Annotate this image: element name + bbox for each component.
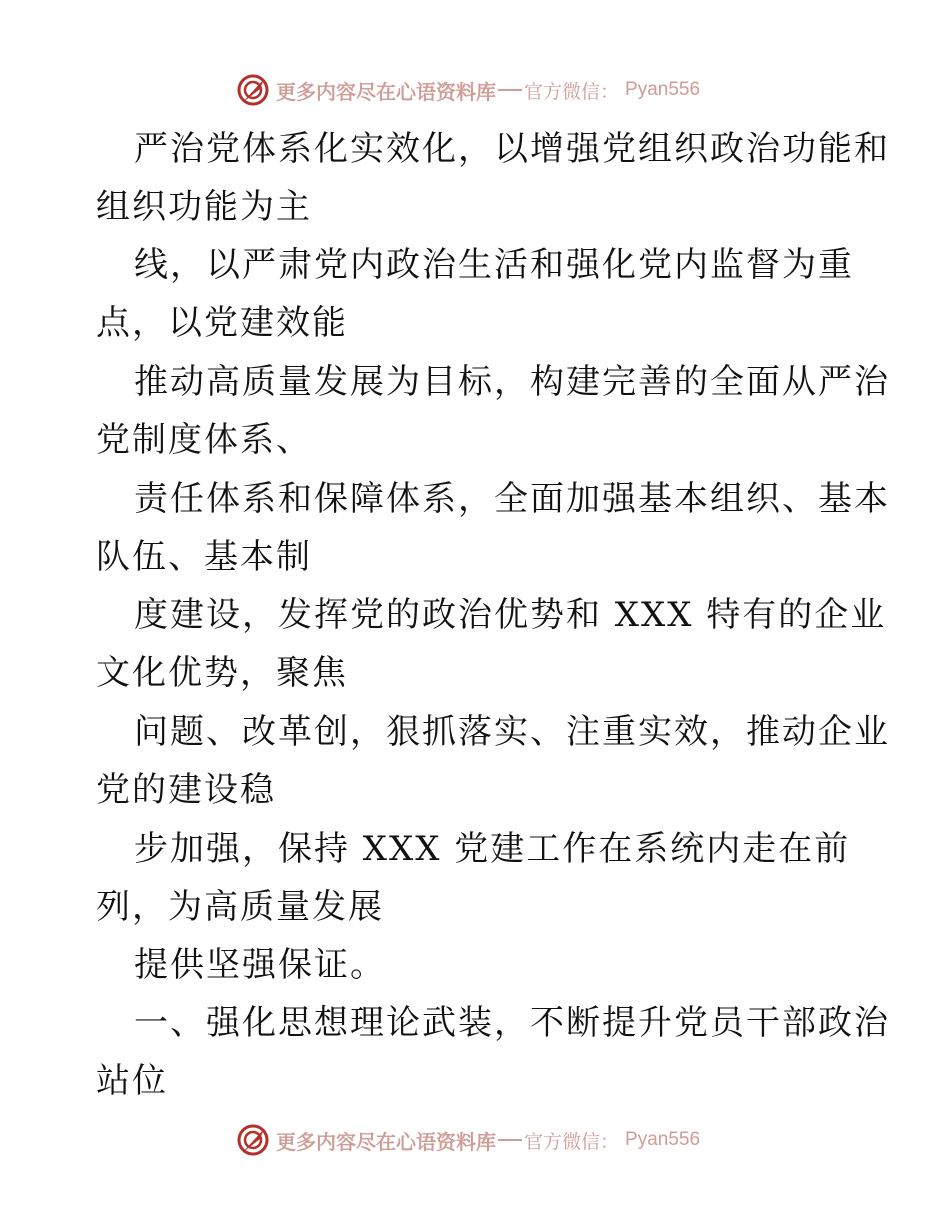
header-wechat-id: Pyan556 [625, 79, 701, 100]
footer-wechat-label: 官方微信： [524, 1130, 620, 1153]
footer-dash [498, 1139, 522, 1141]
paragraph-4-line-1: 责任体系和保障体系，全面加强基本组织、基本 [134, 479, 890, 519]
paragraph-2-line-1: 线，以严肃党内政治生活和强化党内监督为重 [134, 245, 854, 285]
paragraph-4-line-2: 队伍、基本制 [96, 537, 312, 577]
heading-section-1-line-2: 站位 [96, 1061, 168, 1101]
header-dash [498, 89, 522, 91]
paragraph-1-line-1: 严治党体系化实效化，以增强党组织政治功能和 [134, 129, 890, 169]
paragraph-7-line-2: 列，为高质量发展 [96, 887, 384, 927]
paragraph-3-line-2: 党制度体系、 [96, 420, 312, 460]
paragraph-5-line-2: 文化优势，聚焦 [96, 653, 348, 693]
paragraph-2-line-2: 点，以党建效能 [96, 303, 348, 343]
header-watermark [236, 72, 700, 108]
footer-wechat-id: Pyan556 [625, 1129, 701, 1150]
paragraph-7-line-1: 步加强，保持 XXX 党建工作在系统内走在前 [134, 829, 851, 869]
paragraph-6-line-2: 党的建设稳 [96, 770, 276, 810]
paragraph-5-line-1: 度建设，发挥党的政治优势和 XXX 特有的企业 [134, 595, 887, 635]
paragraph-3-line-1: 推动高质量发展为目标，构建完善的全面从严治 [134, 362, 890, 402]
paragraph-8-line-1: 提供坚强保证。 [134, 945, 386, 985]
quill-logo-icon [236, 1123, 270, 1157]
header-wechat-label: 官方微信： [524, 80, 620, 103]
footer-watermark [236, 1122, 700, 1158]
paragraph-6-line-1: 问题、改革创，狠抓落实、注重实效，推动企业 [134, 712, 890, 752]
quill-logo-icon [236, 73, 270, 107]
header-brand-text: 更多内容尽在心语资料库 [276, 79, 496, 104]
paragraph-1-line-2: 组织功能为主 [96, 187, 312, 227]
heading-section-1: 一、强化思想理论武装，不断提升党员干部政治 [134, 1003, 890, 1043]
footer-brand-text: 更多内容尽在心语资料库 [276, 1129, 496, 1154]
